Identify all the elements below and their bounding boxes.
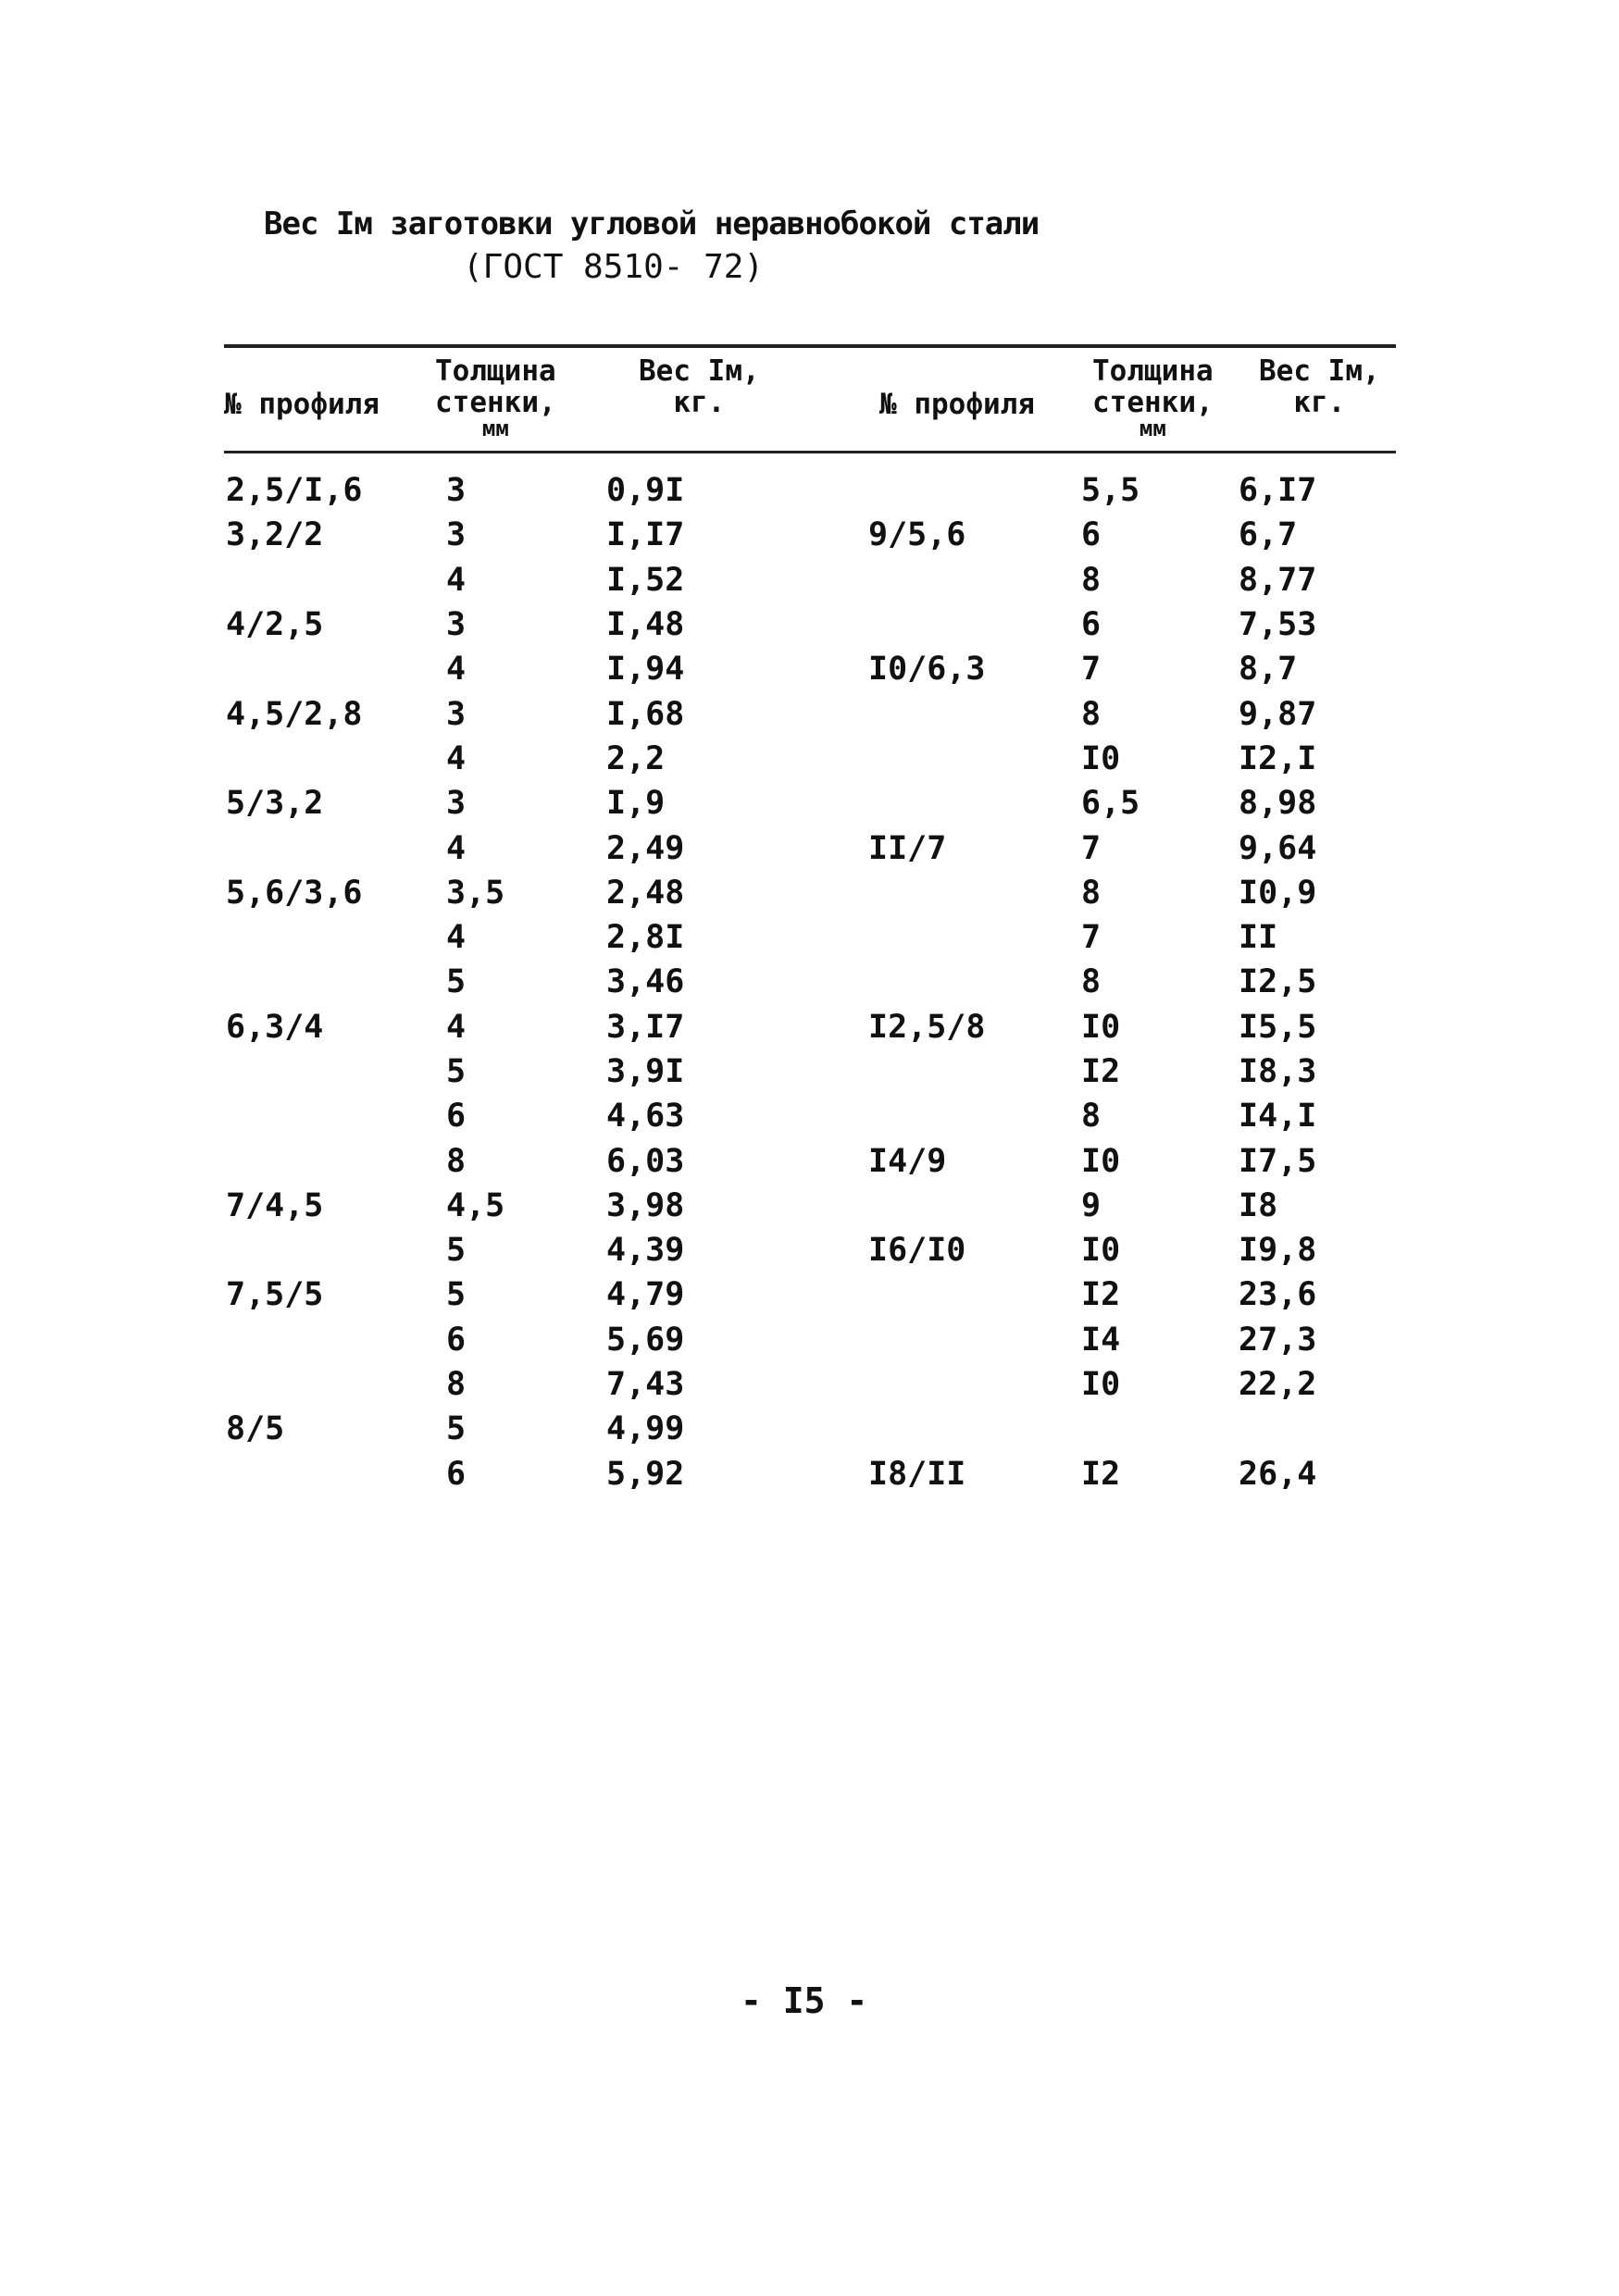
cell-weight-right: 26,4 xyxy=(1239,1455,1317,1493)
cell-profile-left: 2,5/I,6 xyxy=(226,472,363,510)
cell-profile-left xyxy=(224,1094,446,1138)
cell-thickness-left: 5 xyxy=(446,1410,467,1448)
cell-profile-right: 9/5,6 xyxy=(868,516,966,554)
cell-weight-left: 5,69 xyxy=(606,1321,685,1359)
header-thickness-left xyxy=(435,355,556,439)
table-row xyxy=(224,513,1396,557)
cell-thickness-left: 5 xyxy=(446,1232,467,1270)
table-row xyxy=(224,1452,1396,1496)
cell-thickness-right: I0 xyxy=(1081,1142,1121,1180)
header-thickness-right-unit: мм xyxy=(1139,416,1166,441)
cell-weight-left: 2,49 xyxy=(606,829,685,867)
cell-thickness-left: 3 xyxy=(446,785,467,823)
cell-profile-left xyxy=(224,1452,446,1496)
header-weight-right xyxy=(1259,355,1380,418)
cell-profile-right xyxy=(868,1362,1081,1407)
cell-weight-left: I,94 xyxy=(606,651,685,689)
cell-profile-right: I0/6,3 xyxy=(868,651,986,689)
cell-profile-right: I6/I0 xyxy=(868,1232,966,1270)
cell-thickness-left: 6 xyxy=(446,1098,467,1136)
cell-weight-right: I2,5 xyxy=(1239,963,1317,1001)
cell-weight-right: 23,6 xyxy=(1239,1276,1317,1314)
cell-thickness-right: 6,5 xyxy=(1081,785,1140,823)
table-row xyxy=(224,1228,1396,1272)
cell-weight-left: 2,2 xyxy=(606,739,666,777)
cell-weight-right: 7,53 xyxy=(1239,606,1317,644)
cell-profile-left: 7/4,5 xyxy=(226,1186,324,1224)
cell-profile-right xyxy=(868,737,1081,781)
cell-thickness-left: 4,5 xyxy=(446,1186,505,1224)
cell-thickness-right: 8 xyxy=(1081,695,1102,733)
cell-thickness-left: 3 xyxy=(446,695,467,733)
cell-profile-left xyxy=(224,737,446,781)
cell-profile-right: II/7 xyxy=(868,829,947,867)
cell-weight-right: I0,9 xyxy=(1239,874,1317,912)
cell-profile-left: 5,6/3,6 xyxy=(226,874,363,912)
header-weight-right-line2: кг. xyxy=(1293,386,1346,419)
cell-profile-left xyxy=(224,825,446,870)
header-weight-left-line2: кг. xyxy=(673,386,726,419)
cell-profile-left: 8/5 xyxy=(226,1410,285,1448)
cell-weight-right: 6,I7 xyxy=(1239,472,1317,510)
cell-weight-right: 9,64 xyxy=(1239,829,1317,867)
cell-thickness-right: I2 xyxy=(1081,1053,1121,1090)
cell-weight-right: 22,2 xyxy=(1239,1366,1317,1404)
cell-profile-left: 4/2,5 xyxy=(226,606,324,644)
cell-profile-left: 7,5/5 xyxy=(226,1276,324,1314)
table-row xyxy=(224,960,1396,1004)
cell-weight-left: 3,98 xyxy=(606,1186,685,1224)
cell-thickness-left: 8 xyxy=(446,1366,467,1404)
table-row xyxy=(224,468,1396,513)
cell-weight-right: I5,5 xyxy=(1239,1008,1317,1046)
cell-thickness-left: 5 xyxy=(446,1276,467,1314)
cell-thickness-left: 8 xyxy=(446,1142,467,1180)
cell-weight-right: 8,7 xyxy=(1239,651,1298,689)
cell-thickness-right: 6 xyxy=(1081,516,1102,554)
cell-thickness-right: 8 xyxy=(1081,1098,1102,1136)
cell-thickness-right: 8 xyxy=(1081,874,1102,912)
cell-weight-left: I,9 xyxy=(606,785,666,823)
cell-profile-left xyxy=(224,558,446,602)
steel-weight-table xyxy=(224,468,1396,1496)
cell-profile-left: 6,3/4 xyxy=(226,1008,324,1046)
table-body xyxy=(224,468,1396,1496)
cell-thickness-right: I0 xyxy=(1081,1366,1121,1404)
cell-thickness-right: I0 xyxy=(1081,739,1121,777)
header-top-rule xyxy=(224,344,1396,348)
cell-weight-left: I,52 xyxy=(606,561,685,599)
cell-weight-right: I4,I xyxy=(1239,1098,1317,1136)
header-thickness-right-line1: Толщина xyxy=(1092,354,1214,388)
header-weight-right-line1: Вес Iм, xyxy=(1259,354,1380,388)
cell-profile-left: 4,5/2,8 xyxy=(226,695,363,733)
cell-weight-right xyxy=(1239,1407,1396,1451)
cell-thickness-right: I2 xyxy=(1081,1455,1121,1493)
cell-weight-right: I8 xyxy=(1239,1186,1278,1224)
cell-weight-left: I,48 xyxy=(606,606,685,644)
cell-thickness-left: 3 xyxy=(446,516,467,554)
cell-thickness-right: 5,5 xyxy=(1081,472,1140,510)
cell-weight-right: I2,I xyxy=(1239,739,1317,777)
table-row xyxy=(224,825,1396,870)
table-row xyxy=(224,1138,1396,1183)
cell-weight-left: I,I7 xyxy=(606,516,685,554)
cell-weight-left: 4,39 xyxy=(606,1232,685,1270)
cell-profile-right xyxy=(868,602,1081,647)
header-weight-left-line1: Вес Iм, xyxy=(639,354,760,388)
table-row xyxy=(224,691,1396,736)
cell-thickness-right xyxy=(1081,1407,1239,1451)
cell-profile-right xyxy=(868,1407,1081,1451)
cell-thickness-right: 7 xyxy=(1081,829,1102,867)
cell-weight-right: I8,3 xyxy=(1239,1053,1317,1090)
table-row xyxy=(224,781,1396,825)
cell-thickness-left: 3 xyxy=(446,606,467,644)
cell-thickness-left: 5 xyxy=(446,963,467,1001)
cell-profile-left xyxy=(224,960,446,1004)
cell-thickness-left: 6 xyxy=(446,1455,467,1493)
cell-weight-left: 5,92 xyxy=(606,1455,685,1493)
cell-thickness-right: 7 xyxy=(1081,651,1102,689)
cell-thickness-right: 8 xyxy=(1081,963,1102,1001)
cell-weight-left: 0,9I xyxy=(606,472,685,510)
cell-weight-right: I7,5 xyxy=(1239,1142,1317,1180)
table-row xyxy=(224,1184,1396,1228)
cell-thickness-left: 4 xyxy=(446,829,467,867)
cell-thickness-left: 6 xyxy=(446,1321,467,1359)
cell-weight-left: 2,48 xyxy=(606,874,685,912)
table-row xyxy=(224,915,1396,960)
cell-profile-left xyxy=(224,647,446,691)
cell-thickness-left: 4 xyxy=(446,919,467,957)
header-weight-left xyxy=(639,355,760,418)
cell-weight-right: 8,77 xyxy=(1239,561,1317,599)
cell-weight-left: 4,99 xyxy=(606,1410,685,1448)
table-row xyxy=(224,871,1396,915)
cell-profile-right xyxy=(868,691,1081,736)
cell-profile-right: I8/II xyxy=(868,1455,966,1493)
cell-profile-left xyxy=(224,1049,446,1094)
cell-weight-right: 6,7 xyxy=(1239,516,1298,554)
cell-weight-left: 3,46 xyxy=(606,963,685,1001)
table-row xyxy=(224,1318,1396,1362)
cell-thickness-left: 4 xyxy=(446,739,467,777)
page-number: - I5 - xyxy=(741,1980,868,2021)
cell-profile-right: I2,5/8 xyxy=(868,1008,986,1046)
cell-thickness-left: 4 xyxy=(446,1008,467,1046)
cell-weight-left: 6,03 xyxy=(606,1142,685,1180)
cell-thickness-right: 7 xyxy=(1081,919,1102,957)
cell-thickness-right: 9 xyxy=(1081,1186,1102,1224)
table-row xyxy=(224,558,1396,602)
cell-profile-left xyxy=(224,1362,446,1407)
header-profile-right: № профиля xyxy=(879,388,1035,421)
cell-profile-right xyxy=(868,1318,1081,1362)
table-row xyxy=(224,647,1396,691)
cell-profile-right xyxy=(868,1184,1081,1228)
cell-thickness-left: 3 xyxy=(446,472,467,510)
cell-thickness-right: 8 xyxy=(1081,561,1102,599)
header-thickness-left-unit: мм xyxy=(481,416,509,441)
cell-profile-left xyxy=(224,915,446,960)
table-row xyxy=(224,1094,1396,1138)
header-thickness-right xyxy=(1092,355,1214,439)
cell-thickness-left: 5 xyxy=(446,1053,467,1090)
table-row xyxy=(224,1005,1396,1049)
header-thickness-left-line2: стенки, xyxy=(435,386,556,419)
cell-profile-right xyxy=(868,781,1081,825)
cell-weight-left: 7,43 xyxy=(606,1366,685,1404)
cell-profile-left xyxy=(224,1228,446,1272)
cell-profile-left xyxy=(224,1138,446,1183)
cell-profile-right: I4/9 xyxy=(868,1142,947,1180)
header-thickness-right-line2: стенки, xyxy=(1092,386,1214,419)
header-thickness-left-line1: Толщина xyxy=(435,354,556,388)
cell-thickness-left: 4 xyxy=(446,651,467,689)
cell-weight-right: 8,98 xyxy=(1239,785,1317,823)
cell-profile-left xyxy=(224,1318,446,1362)
cell-weight-right: 27,3 xyxy=(1239,1321,1317,1359)
table-row xyxy=(224,1049,1396,1094)
cell-thickness-right: I2 xyxy=(1081,1276,1121,1314)
cell-profile-right xyxy=(868,1272,1081,1317)
cell-thickness-right: 6 xyxy=(1081,606,1102,644)
cell-profile-right xyxy=(868,558,1081,602)
cell-weight-left: 4,79 xyxy=(606,1276,685,1314)
table-row xyxy=(224,602,1396,647)
table-row xyxy=(224,1272,1396,1317)
cell-profile-right xyxy=(868,871,1081,915)
cell-weight-left: 2,8I xyxy=(606,919,685,957)
cell-thickness-right: I0 xyxy=(1081,1232,1121,1270)
cell-profile-left: 5/3,2 xyxy=(226,785,324,823)
cell-thickness-left: 3,5 xyxy=(446,874,505,912)
header-profile-left: № профиля xyxy=(224,388,380,421)
cell-weight-right: 9,87 xyxy=(1239,695,1317,733)
cell-weight-left: 3,9I xyxy=(606,1053,685,1090)
cell-profile-left: 3,2/2 xyxy=(226,516,324,554)
cell-profile-right xyxy=(868,468,1081,513)
table-row xyxy=(224,1362,1396,1407)
cell-weight-right: I9,8 xyxy=(1239,1232,1317,1270)
cell-thickness-right: I4 xyxy=(1081,1321,1121,1359)
cell-thickness-left: 4 xyxy=(446,561,467,599)
table-row xyxy=(224,1407,1396,1451)
cell-profile-right xyxy=(868,960,1081,1004)
cell-weight-left: I,68 xyxy=(606,695,685,733)
header-bottom-rule xyxy=(224,451,1396,453)
cell-profile-right xyxy=(868,1094,1081,1138)
table-subtitle-standard: (ГОСТ 8510- 72) xyxy=(463,248,765,286)
cell-profile-right xyxy=(868,1049,1081,1094)
cell-weight-right: II xyxy=(1239,919,1278,957)
table-title: Вес Iм заготовки угловой неравнобокой стали xyxy=(264,205,1040,242)
cell-weight-left: 4,63 xyxy=(606,1098,685,1136)
cell-thickness-right: I0 xyxy=(1081,1008,1121,1046)
cell-weight-left: 3,I7 xyxy=(606,1008,685,1046)
cell-profile-right xyxy=(868,915,1081,960)
table-row xyxy=(224,737,1396,781)
